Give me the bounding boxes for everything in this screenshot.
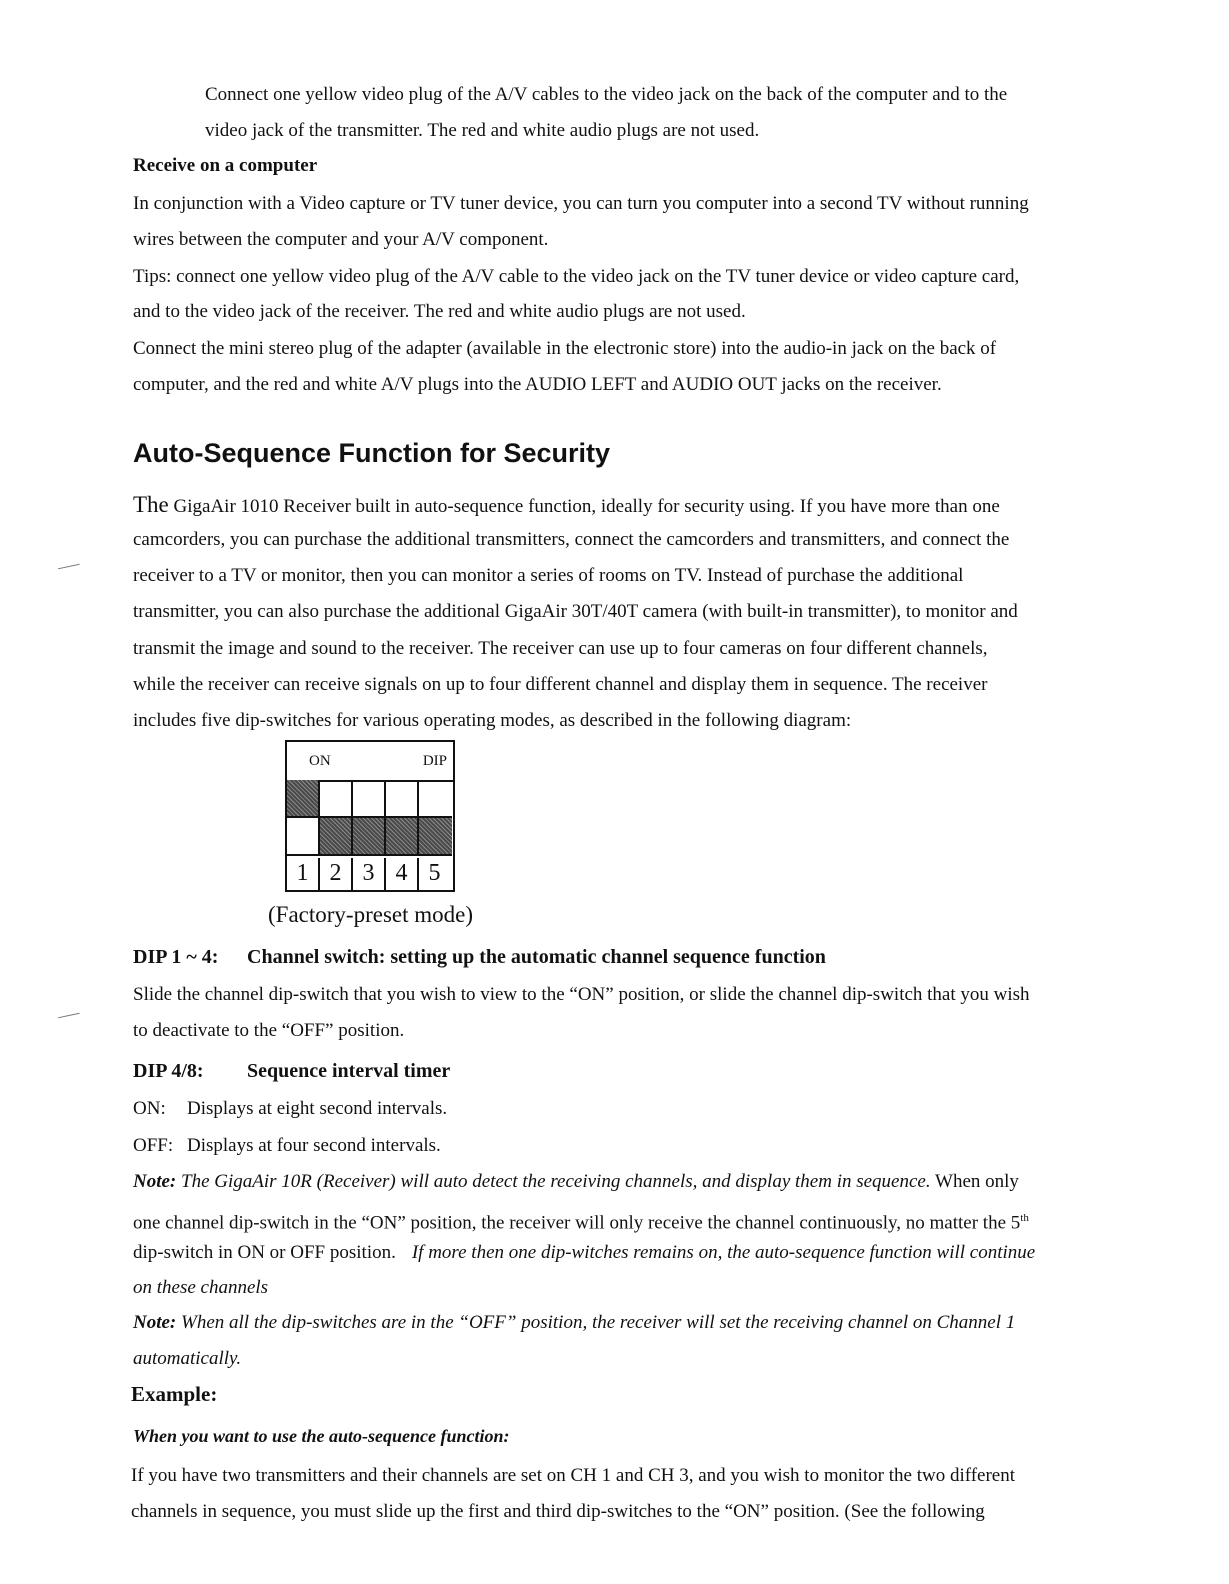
- dip-number: 4: [395, 860, 408, 886]
- dip48-heading-label: DIP 4/8:: [133, 1060, 204, 1082]
- dip-caption: (Factory-preset mode): [268, 902, 474, 927]
- intro-line-1: Connect one yellow video plug of the A/V cables to the video jack on the back of the computer and to the: [205, 84, 1008, 105]
- note1-line: [133, 1164, 1019, 1200]
- dip-number: 3: [362, 860, 375, 886]
- dip48-on-text: Displays at eight second intervals.: [187, 1098, 448, 1119]
- example-line: If you have two transmitters and their channels are set on CH 1 and CH 3, and you wish to monitor the two different: [131, 1465, 1016, 1486]
- note1-rest: When only: [930, 1171, 1019, 1192]
- intro-line-2: video jack of the transmitter. The red and white audio plugs are not used.: [205, 120, 760, 141]
- dip-on-label: ON: [309, 753, 331, 769]
- dip-number: 5: [428, 860, 441, 886]
- receive-line: wires between the computer and your A/V component.: [133, 229, 549, 250]
- section-lead: The: [133, 492, 169, 517]
- section-line: includes five dip-switches for various operating modes, as described in the following diagram:: [133, 710, 852, 731]
- dip-switch-1-lower: [287, 818, 320, 856]
- dip-number-cell: [386, 858, 419, 890]
- note2-line: [133, 1305, 1015, 1341]
- dip-number-cell: [320, 858, 353, 890]
- note1-superscript: th: [1020, 1212, 1029, 1224]
- dip-switch-1-upper: [287, 780, 320, 818]
- section-line: transmit the image and sound to the receiver. The receiver can use up to four cameras on four different channels,: [133, 638, 988, 659]
- section-line: receiver to a TV or monitor, then you can monitor a series of rooms on TV. Instead of purchase the additional: [133, 565, 964, 586]
- dip-label: DIP: [422, 753, 447, 769]
- example-heading: Example:: [131, 1382, 218, 1406]
- dip-switch-5-upper: [419, 780, 452, 818]
- dip-switch-2-upper: [320, 780, 353, 818]
- dip-switch-5-lower: [419, 818, 452, 856]
- note1-italic: The GigaAir 10R (Receiver) will auto detect the receiving channels, and display them in sequence.: [176, 1171, 931, 1192]
- note1-line3: dip-switch in ON or OFF position.: [133, 1242, 396, 1263]
- note1-label: Note:: [133, 1171, 177, 1192]
- dip-number: 1: [296, 860, 309, 886]
- dip-number-cell: [287, 858, 320, 890]
- section-line: while the receiver can receive signals on up to four different channel and display them in sequence. The receiver: [133, 674, 988, 695]
- receive-heading: Receive on a computer: [133, 155, 318, 176]
- example-subheading: When you want to use the auto-sequence function:: [133, 1426, 510, 1446]
- section-title: Auto-Sequence Function for Security: [133, 438, 611, 468]
- receive-line: computer, and the red and white A/V plugs into the AUDIO LEFT and AUDIO OUT jacks on the receiver.: [133, 374, 942, 395]
- dip-number-cell: [419, 858, 452, 890]
- dip-number-cell: [353, 858, 386, 890]
- dip14-line: to deactivate to the “OFF” position.: [133, 1020, 405, 1041]
- dip-switch-3-upper: [353, 780, 386, 818]
- dip48-on-label: ON:: [133, 1098, 166, 1119]
- note2-text: When all the dip-switches are in the “OFF” position, the receiver will set the receiving channel on Channel 1: [176, 1312, 1016, 1333]
- section-line: camcorders, you can purchase the additional transmitters, connect the camcorders and transmitters, and connect the: [133, 529, 1010, 550]
- dip48-off-text: Displays at four second intervals.: [187, 1135, 441, 1156]
- note1-line4: on these channels: [133, 1277, 269, 1298]
- note2-label: Note:: [133, 1312, 177, 1333]
- dip-switch-3-lower: [353, 818, 386, 856]
- receive-line: Connect the mini stereo plug of the adapter (available in the electronic store) into the audio-in jack on the back of: [133, 338, 997, 359]
- note1-line3-italic: If more then one dip-witches remains on, the auto-sequence function will continue: [411, 1242, 1036, 1263]
- margin-mark: [58, 1013, 80, 1021]
- dip14-line: Slide the channel dip-switch that you wish to view to the “ON” position, or slide the channel dip-switch that you wish: [133, 984, 1030, 1005]
- dip-number: 2: [329, 860, 342, 886]
- dip-switch-4-lower: [386, 818, 419, 856]
- dip-switch-4-upper: [386, 780, 419, 818]
- receive-line: and to the video jack of the receiver. The red and white audio plugs are not used.: [133, 301, 746, 322]
- dip14-heading-label: DIP 1 ~ 4:: [133, 946, 219, 968]
- margin-mark: [58, 564, 80, 572]
- dip14-heading-title: Channel switch: setting up the automatic channel sequence function: [247, 946, 826, 968]
- dip48-heading-title: Sequence interval timer: [247, 1060, 451, 1082]
- example-line: channels in sequence, you must slide up the first and third dip-switches to the “ON” position. (See the following: [131, 1501, 985, 1522]
- receive-line: In conjunction with a Video capture or TV tuner device, you can turn you computer into a second TV without running: [133, 193, 1029, 214]
- note1-line2: one channel dip-switch in the “ON” position, the receiver will only receive the channel continuously, no matter the 5: [133, 1212, 1021, 1234]
- section-line: transmitter, you can also purchase the additional GigaAir 30T/40T camera (with built-in transmitter), to monitor and: [133, 601, 1018, 622]
- dip48-off-label: OFF:: [133, 1135, 174, 1156]
- note2-line2: automatically.: [133, 1348, 242, 1369]
- dip-switch-2-lower: [320, 818, 353, 856]
- dip-switch-diagram: [285, 740, 455, 892]
- section-line-rest: GigaAir 1010 Receiver built in auto-sequence function, ideally for security using. If you have more than one: [168, 496, 1000, 517]
- section-line: [133, 487, 1000, 525]
- receive-line: Tips: connect one yellow video plug of the A/V cable to the video jack on the TV tuner device or video capture card,: [133, 266, 1020, 287]
- dip-header: [287, 742, 453, 782]
- note1-line: [133, 1235, 1035, 1271]
